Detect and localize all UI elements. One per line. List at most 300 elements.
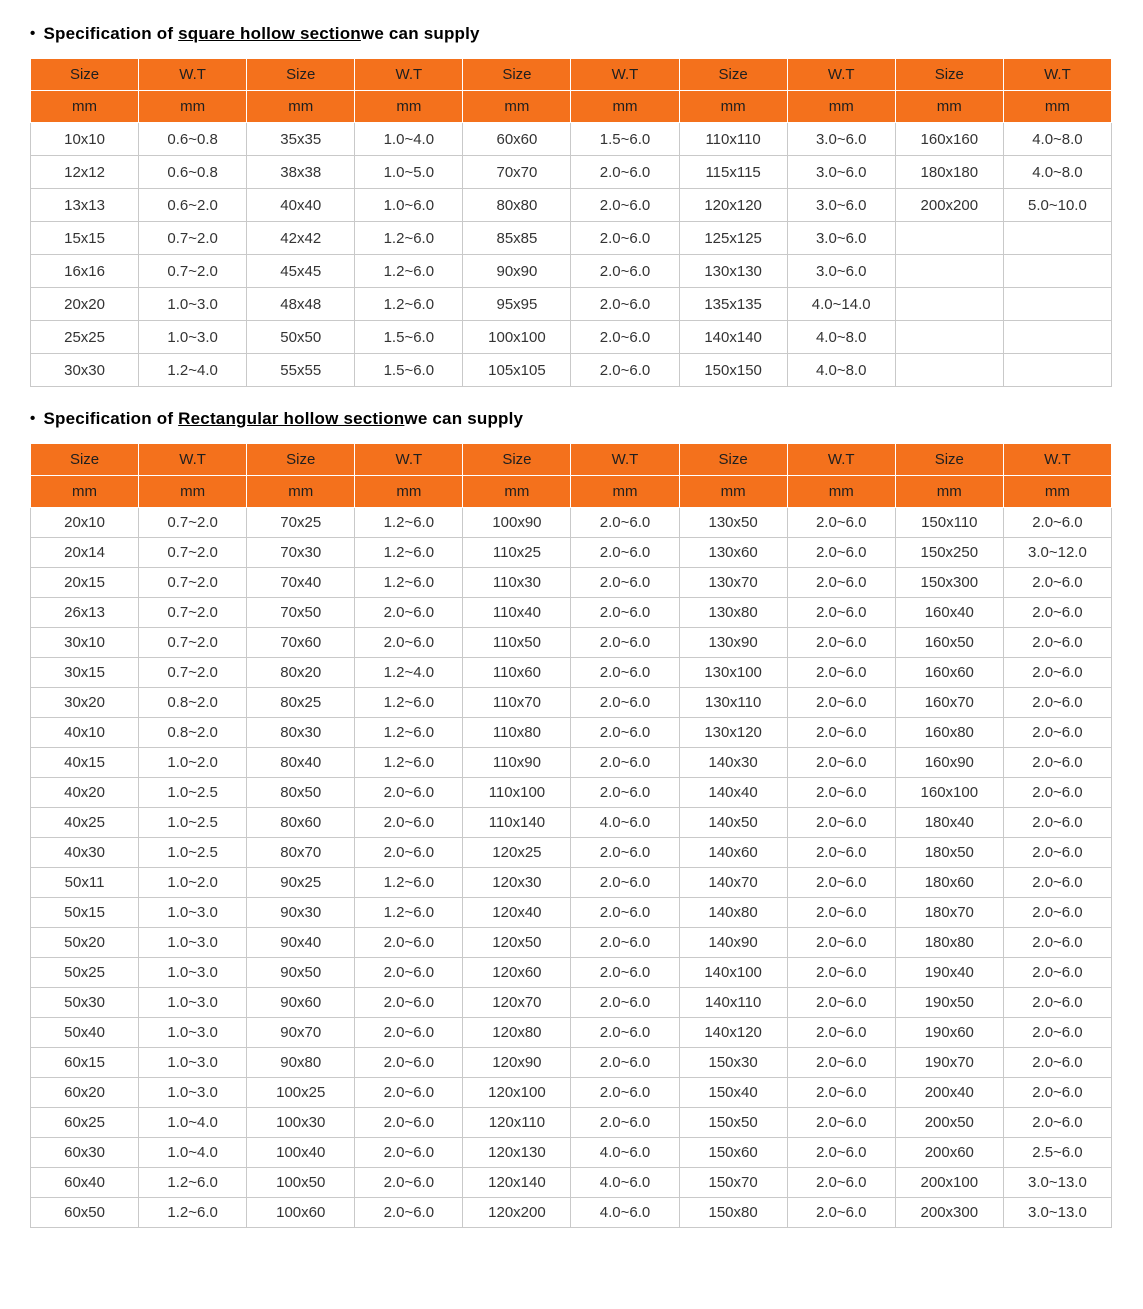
header-cell: Size	[679, 59, 787, 91]
table-row	[31, 748, 1112, 778]
table-cell: 1.0~3.0	[139, 1078, 247, 1108]
table-cell: 1.2~6.0	[355, 255, 463, 288]
header-cell: mm	[787, 476, 895, 508]
table-cell: 2.0~6.0	[787, 1198, 895, 1228]
table-cell: 2.0~6.0	[571, 1108, 679, 1138]
table-row	[31, 568, 1112, 598]
table-cell: 4.0~6.0	[571, 1138, 679, 1168]
table-cell: 70x25	[247, 508, 355, 538]
table-cell: 190x70	[895, 1048, 1003, 1078]
table-cell: 25x25	[31, 321, 139, 354]
table-cell: 0.8~2.0	[139, 718, 247, 748]
table-cell: 2.0~6.0	[571, 898, 679, 928]
table-cell: 2.0~6.0	[571, 718, 679, 748]
header-cell: mm	[247, 91, 355, 123]
table-cell: 1.0~3.0	[139, 1018, 247, 1048]
header-cell: mm	[571, 476, 679, 508]
table-row	[31, 658, 1112, 688]
table-cell: 2.0~6.0	[787, 688, 895, 718]
table-cell: 1.2~6.0	[355, 538, 463, 568]
table-cell: 70x40	[247, 568, 355, 598]
table-cell: 0.7~2.0	[139, 508, 247, 538]
table-cell: 180x40	[895, 808, 1003, 838]
heading-underlined: square hollow section	[178, 24, 361, 43]
header-cell: mm	[247, 476, 355, 508]
header-cell: mm	[571, 91, 679, 123]
header-cell: Size	[31, 59, 139, 91]
table-cell: 180x180	[895, 156, 1003, 189]
header-cell: mm	[31, 476, 139, 508]
table-cell: 0.7~2.0	[139, 255, 247, 288]
table-row	[31, 988, 1112, 1018]
header-row	[31, 59, 1112, 91]
table-cell: 90x30	[247, 898, 355, 928]
table-cell: 200x40	[895, 1078, 1003, 1108]
table-cell: 3.0~6.0	[787, 189, 895, 222]
table-cell: 2.0~6.0	[787, 1048, 895, 1078]
header-cell: W.T	[571, 444, 679, 476]
table-cell: 2.0~6.0	[571, 321, 679, 354]
table-cell: 2.0~6.0	[355, 808, 463, 838]
table-row	[31, 778, 1112, 808]
table-cell: 50x15	[31, 898, 139, 928]
table-cell: 100x100	[463, 321, 571, 354]
table-cell: 100x30	[247, 1108, 355, 1138]
table-cell: 2.0~6.0	[571, 1048, 679, 1078]
table-cell: 2.0~6.0	[571, 928, 679, 958]
heading-suffix: we can supply	[360, 24, 480, 43]
table-cell: 60x20	[31, 1078, 139, 1108]
table-cell: 4.0~8.0	[787, 354, 895, 387]
table-cell	[895, 321, 1003, 354]
header-cell: mm	[895, 476, 1003, 508]
table-cell: 20x10	[31, 508, 139, 538]
table-cell: 12x12	[31, 156, 139, 189]
table-cell: 110x100	[463, 778, 571, 808]
table-cell: 1.2~6.0	[139, 1168, 247, 1198]
table-cell: 48x48	[247, 288, 355, 321]
table-cell: 2.0~6.0	[571, 958, 679, 988]
table-cell: 190x60	[895, 1018, 1003, 1048]
table-cell: 2.0~6.0	[1003, 778, 1111, 808]
table-cell: 0.8~2.0	[139, 688, 247, 718]
table-cell: 100x40	[247, 1138, 355, 1168]
table-row	[31, 1138, 1112, 1168]
table-cell: 1.2~6.0	[355, 748, 463, 778]
table-row	[31, 898, 1112, 928]
table-row	[31, 598, 1112, 628]
table-cell: 2.0~6.0	[1003, 718, 1111, 748]
table-cell: 2.0~6.0	[355, 1108, 463, 1138]
table-cell: 0.7~2.0	[139, 538, 247, 568]
table-cell: 1.0~4.0	[139, 1108, 247, 1138]
table-cell: 130x80	[679, 598, 787, 628]
table-cell: 35x35	[247, 123, 355, 156]
table-cell: 100x50	[247, 1168, 355, 1198]
table-cell: 10x10	[31, 123, 139, 156]
table-cell: 120x110	[463, 1108, 571, 1138]
table-cell: 2.0~6.0	[355, 988, 463, 1018]
table-cell: 140x50	[679, 808, 787, 838]
table-cell: 1.2~6.0	[355, 568, 463, 598]
table-cell: 2.0~6.0	[571, 568, 679, 598]
table-cell: 110x80	[463, 718, 571, 748]
table-cell: 150x30	[679, 1048, 787, 1078]
table-cell: 90x70	[247, 1018, 355, 1048]
table-cell: 2.0~6.0	[571, 628, 679, 658]
header-cell: W.T	[139, 59, 247, 91]
table-cell: 30x10	[31, 628, 139, 658]
header-cell: mm	[463, 91, 571, 123]
bullet-icon: •	[30, 410, 36, 427]
table-cell: 180x70	[895, 898, 1003, 928]
section-heading-rectangular	[30, 409, 1113, 429]
table-cell: 90x50	[247, 958, 355, 988]
table-cell: 2.0~6.0	[355, 1048, 463, 1078]
table-cell: 130x70	[679, 568, 787, 598]
table-cell: 105x105	[463, 354, 571, 387]
header-row	[31, 444, 1112, 476]
table-cell: 2.0~6.0	[571, 354, 679, 387]
table-cell: 40x25	[31, 808, 139, 838]
table-cell: 110x90	[463, 748, 571, 778]
table-cell: 130x120	[679, 718, 787, 748]
table-cell: 100x25	[247, 1078, 355, 1108]
table-cell: 50x25	[31, 958, 139, 988]
table-cell: 2.0~6.0	[355, 1138, 463, 1168]
table-cell: 190x40	[895, 958, 1003, 988]
table-cell: 0.7~2.0	[139, 658, 247, 688]
table-cell: 2.0~6.0	[355, 958, 463, 988]
table-cell: 3.0~6.0	[787, 156, 895, 189]
table-cell: 120x60	[463, 958, 571, 988]
table-cell: 1.5~6.0	[355, 321, 463, 354]
table-cell	[1003, 255, 1111, 288]
table-cell: 110x30	[463, 568, 571, 598]
table-cell: 70x30	[247, 538, 355, 568]
table-cell: 140x140	[679, 321, 787, 354]
table-cell: 70x50	[247, 598, 355, 628]
table-cell: 2.0~6.0	[355, 628, 463, 658]
table-cell: 140x40	[679, 778, 787, 808]
table-cell	[1003, 222, 1111, 255]
table-cell	[895, 255, 1003, 288]
table-cell: 2.0~6.0	[571, 1018, 679, 1048]
table-cell: 42x42	[247, 222, 355, 255]
table-cell: 110x40	[463, 598, 571, 628]
table-cell: 16x16	[31, 255, 139, 288]
table-cell: 45x45	[247, 255, 355, 288]
header-cell: mm	[679, 91, 787, 123]
table-cell: 2.0~6.0	[571, 658, 679, 688]
table-cell: 1.0~2.0	[139, 748, 247, 778]
table-cell: 2.0~6.0	[1003, 1048, 1111, 1078]
table-cell: 1.0~3.0	[139, 928, 247, 958]
header-row	[31, 91, 1112, 123]
table-row	[31, 189, 1112, 222]
table-cell: 2.0~6.0	[1003, 868, 1111, 898]
table-cell: 2.0~6.0	[1003, 628, 1111, 658]
table-cell: 80x25	[247, 688, 355, 718]
table-cell: 2.0~6.0	[787, 958, 895, 988]
table-cell: 80x70	[247, 838, 355, 868]
table-cell: 120x40	[463, 898, 571, 928]
table-cell: 0.7~2.0	[139, 598, 247, 628]
table-cell: 135x135	[679, 288, 787, 321]
table-cell: 4.0~6.0	[571, 1168, 679, 1198]
header-cell: mm	[1003, 476, 1111, 508]
table-cell: 130x100	[679, 658, 787, 688]
table-cell: 13x13	[31, 189, 139, 222]
table-cell: 4.0~8.0	[787, 321, 895, 354]
table-cell	[895, 288, 1003, 321]
table-cell: 40x40	[247, 189, 355, 222]
square-hollow-spec-table	[30, 58, 1112, 387]
header-cell: W.T	[787, 444, 895, 476]
table-cell: 2.0~6.0	[571, 988, 679, 1018]
table-cell: 1.0~3.0	[139, 321, 247, 354]
table-cell: 120x90	[463, 1048, 571, 1078]
table-cell: 2.0~6.0	[1003, 898, 1111, 928]
table-cell: 140x60	[679, 838, 787, 868]
header-cell: mm	[139, 476, 247, 508]
header-cell: W.T	[1003, 59, 1111, 91]
table-cell: 2.0~6.0	[571, 688, 679, 718]
table-cell: 130x110	[679, 688, 787, 718]
table-cell: 160x40	[895, 598, 1003, 628]
table-cell: 50x50	[247, 321, 355, 354]
rectangular-hollow-spec-table	[30, 443, 1112, 1228]
table-cell: 0.7~2.0	[139, 568, 247, 598]
table-row	[31, 808, 1112, 838]
table-row	[31, 1168, 1112, 1198]
table-cell: 40x30	[31, 838, 139, 868]
table-cell: 2.0~6.0	[1003, 838, 1111, 868]
heading-suffix: we can supply	[404, 409, 524, 428]
header-cell: Size	[895, 444, 1003, 476]
table-cell: 2.0~6.0	[355, 928, 463, 958]
table-cell: 2.0~6.0	[355, 778, 463, 808]
table-cell: 120x140	[463, 1168, 571, 1198]
table-row	[31, 958, 1112, 988]
table-row	[31, 508, 1112, 538]
table-cell: 90x80	[247, 1048, 355, 1078]
table-cell: 2.0~6.0	[787, 538, 895, 568]
table-cell: 15x15	[31, 222, 139, 255]
table-cell: 200x200	[895, 189, 1003, 222]
table-cell: 120x50	[463, 928, 571, 958]
table-cell: 140x90	[679, 928, 787, 958]
table-cell: 140x110	[679, 988, 787, 1018]
table-cell: 38x38	[247, 156, 355, 189]
table-cell: 115x115	[679, 156, 787, 189]
table-cell: 3.0~6.0	[787, 255, 895, 288]
table-cell: 140x120	[679, 1018, 787, 1048]
table-cell: 2.0~6.0	[1003, 748, 1111, 778]
header-cell: mm	[895, 91, 1003, 123]
table-cell: 150x150	[679, 354, 787, 387]
table-row	[31, 321, 1112, 354]
table-cell: 2.0~6.0	[355, 598, 463, 628]
table-cell: 2.0~6.0	[1003, 1078, 1111, 1108]
table-cell: 4.0~8.0	[1003, 123, 1111, 156]
table-cell: 1.2~4.0	[139, 354, 247, 387]
header-cell: Size	[31, 444, 139, 476]
header-cell: W.T	[139, 444, 247, 476]
header-cell: Size	[463, 444, 571, 476]
table-cell: 2.0~6.0	[787, 1078, 895, 1108]
table-cell: 3.0~12.0	[1003, 538, 1111, 568]
table-cell: 160x160	[895, 123, 1003, 156]
table-cell: 2.0~6.0	[1003, 658, 1111, 688]
header-cell: mm	[355, 91, 463, 123]
header-cell: Size	[247, 444, 355, 476]
table-cell: 110x110	[679, 123, 787, 156]
table-cell: 200x60	[895, 1138, 1003, 1168]
table-cell: 110x50	[463, 628, 571, 658]
table-cell: 2.0~6.0	[1003, 1108, 1111, 1138]
table-cell: 4.0~14.0	[787, 288, 895, 321]
table-cell: 2.0~6.0	[787, 628, 895, 658]
table-cell: 2.0~6.0	[571, 156, 679, 189]
table-cell: 1.0~3.0	[139, 988, 247, 1018]
header-cell: Size	[679, 444, 787, 476]
section-rectangular-hollow	[30, 409, 1113, 1228]
table-cell: 60x15	[31, 1048, 139, 1078]
table-cell: 130x50	[679, 508, 787, 538]
table-cell: 2.0~6.0	[1003, 958, 1111, 988]
table-cell: 120x200	[463, 1198, 571, 1228]
table-cell: 1.0~6.0	[355, 189, 463, 222]
table-cell: 1.0~3.0	[139, 288, 247, 321]
header-cell: mm	[463, 476, 571, 508]
table-row	[31, 538, 1112, 568]
table-cell: 60x50	[31, 1198, 139, 1228]
table-cell: 5.0~10.0	[1003, 189, 1111, 222]
header-row	[31, 476, 1112, 508]
table-cell: 2.0~6.0	[571, 778, 679, 808]
table-row	[31, 156, 1112, 189]
section-square-hollow	[30, 24, 1113, 387]
table-cell: 20x14	[31, 538, 139, 568]
table-row	[31, 123, 1112, 156]
table-cell: 2.0~6.0	[571, 222, 679, 255]
table-cell: 1.0~5.0	[355, 156, 463, 189]
table-cell: 1.0~3.0	[139, 898, 247, 928]
table-cell: 160x80	[895, 718, 1003, 748]
table-cell	[895, 222, 1003, 255]
table-cell: 1.2~6.0	[355, 222, 463, 255]
table-cell: 2.0~6.0	[1003, 508, 1111, 538]
table-cell: 150x70	[679, 1168, 787, 1198]
table-cell: 0.6~0.8	[139, 156, 247, 189]
table-cell: 130x60	[679, 538, 787, 568]
table-cell: 2.0~6.0	[355, 838, 463, 868]
table-cell: 30x30	[31, 354, 139, 387]
table-cell: 4.0~6.0	[571, 808, 679, 838]
table-row	[31, 628, 1112, 658]
table-cell: 80x30	[247, 718, 355, 748]
heading-prefix: Specification of	[43, 24, 179, 43]
table-cell: 2.0~6.0	[571, 598, 679, 628]
table-cell: 1.2~6.0	[355, 688, 463, 718]
table-cell: 1.0~2.5	[139, 838, 247, 868]
table-cell: 3.0~13.0	[1003, 1198, 1111, 1228]
table-cell: 160x90	[895, 748, 1003, 778]
table-cell: 1.2~6.0	[355, 868, 463, 898]
bullet-icon: •	[30, 25, 36, 42]
table-cell: 140x70	[679, 868, 787, 898]
table-cell: 2.0~6.0	[571, 189, 679, 222]
table-cell: 2.0~6.0	[1003, 598, 1111, 628]
table-cell: 1.0~2.5	[139, 808, 247, 838]
table-row	[31, 928, 1112, 958]
table-cell: 2.0~6.0	[1003, 688, 1111, 718]
table-cell: 1.0~4.0	[139, 1138, 247, 1168]
heading-underlined: Rectangular hollow section	[178, 409, 405, 428]
table-cell: 0.6~2.0	[139, 189, 247, 222]
table-cell: 2.5~6.0	[1003, 1138, 1111, 1168]
table-cell: 160x60	[895, 658, 1003, 688]
table-cell: 70x70	[463, 156, 571, 189]
table-cell: 60x30	[31, 1138, 139, 1168]
header-cell: mm	[139, 91, 247, 123]
table-cell: 150x80	[679, 1198, 787, 1228]
table-cell: 1.2~6.0	[355, 718, 463, 748]
table-cell: 130x90	[679, 628, 787, 658]
table-row	[31, 838, 1112, 868]
header-cell: mm	[679, 476, 787, 508]
table-cell: 150x50	[679, 1108, 787, 1138]
header-cell: W.T	[355, 444, 463, 476]
table-cell: 2.0~6.0	[787, 838, 895, 868]
table-cell: 1.0~2.5	[139, 778, 247, 808]
table-cell: 2.0~6.0	[571, 255, 679, 288]
table-cell: 160x100	[895, 778, 1003, 808]
table-cell: 2.0~6.0	[787, 1108, 895, 1138]
table-cell: 1.2~6.0	[355, 288, 463, 321]
table-cell: 2.0~6.0	[787, 1018, 895, 1048]
table-cell: 2.0~6.0	[571, 1078, 679, 1108]
table-cell: 90x25	[247, 868, 355, 898]
table-cell: 2.0~6.0	[787, 598, 895, 628]
table-cell: 2.0~6.0	[787, 808, 895, 838]
table-cell: 2.0~6.0	[787, 778, 895, 808]
table-cell: 60x40	[31, 1168, 139, 1198]
table-cell: 80x50	[247, 778, 355, 808]
table-cell: 150x300	[895, 568, 1003, 598]
table-cell: 110x60	[463, 658, 571, 688]
heading-prefix: Specification of	[43, 409, 179, 428]
table-cell: 2.0~6.0	[787, 868, 895, 898]
table-cell: 40x20	[31, 778, 139, 808]
table-cell: 30x20	[31, 688, 139, 718]
table-row	[31, 1078, 1112, 1108]
table-cell: 2.0~6.0	[787, 898, 895, 928]
table-cell: 90x60	[247, 988, 355, 1018]
table-cell: 1.2~6.0	[355, 508, 463, 538]
table-cell: 4.0~8.0	[1003, 156, 1111, 189]
table-cell: 1.0~3.0	[139, 1048, 247, 1078]
table-cell: 50x11	[31, 868, 139, 898]
table-cell: 90x40	[247, 928, 355, 958]
table-cell: 2.0~6.0	[571, 288, 679, 321]
table-cell: 60x25	[31, 1108, 139, 1138]
table-cell: 40x10	[31, 718, 139, 748]
table-cell: 80x80	[463, 189, 571, 222]
table-cell: 120x70	[463, 988, 571, 1018]
table-row	[31, 222, 1112, 255]
